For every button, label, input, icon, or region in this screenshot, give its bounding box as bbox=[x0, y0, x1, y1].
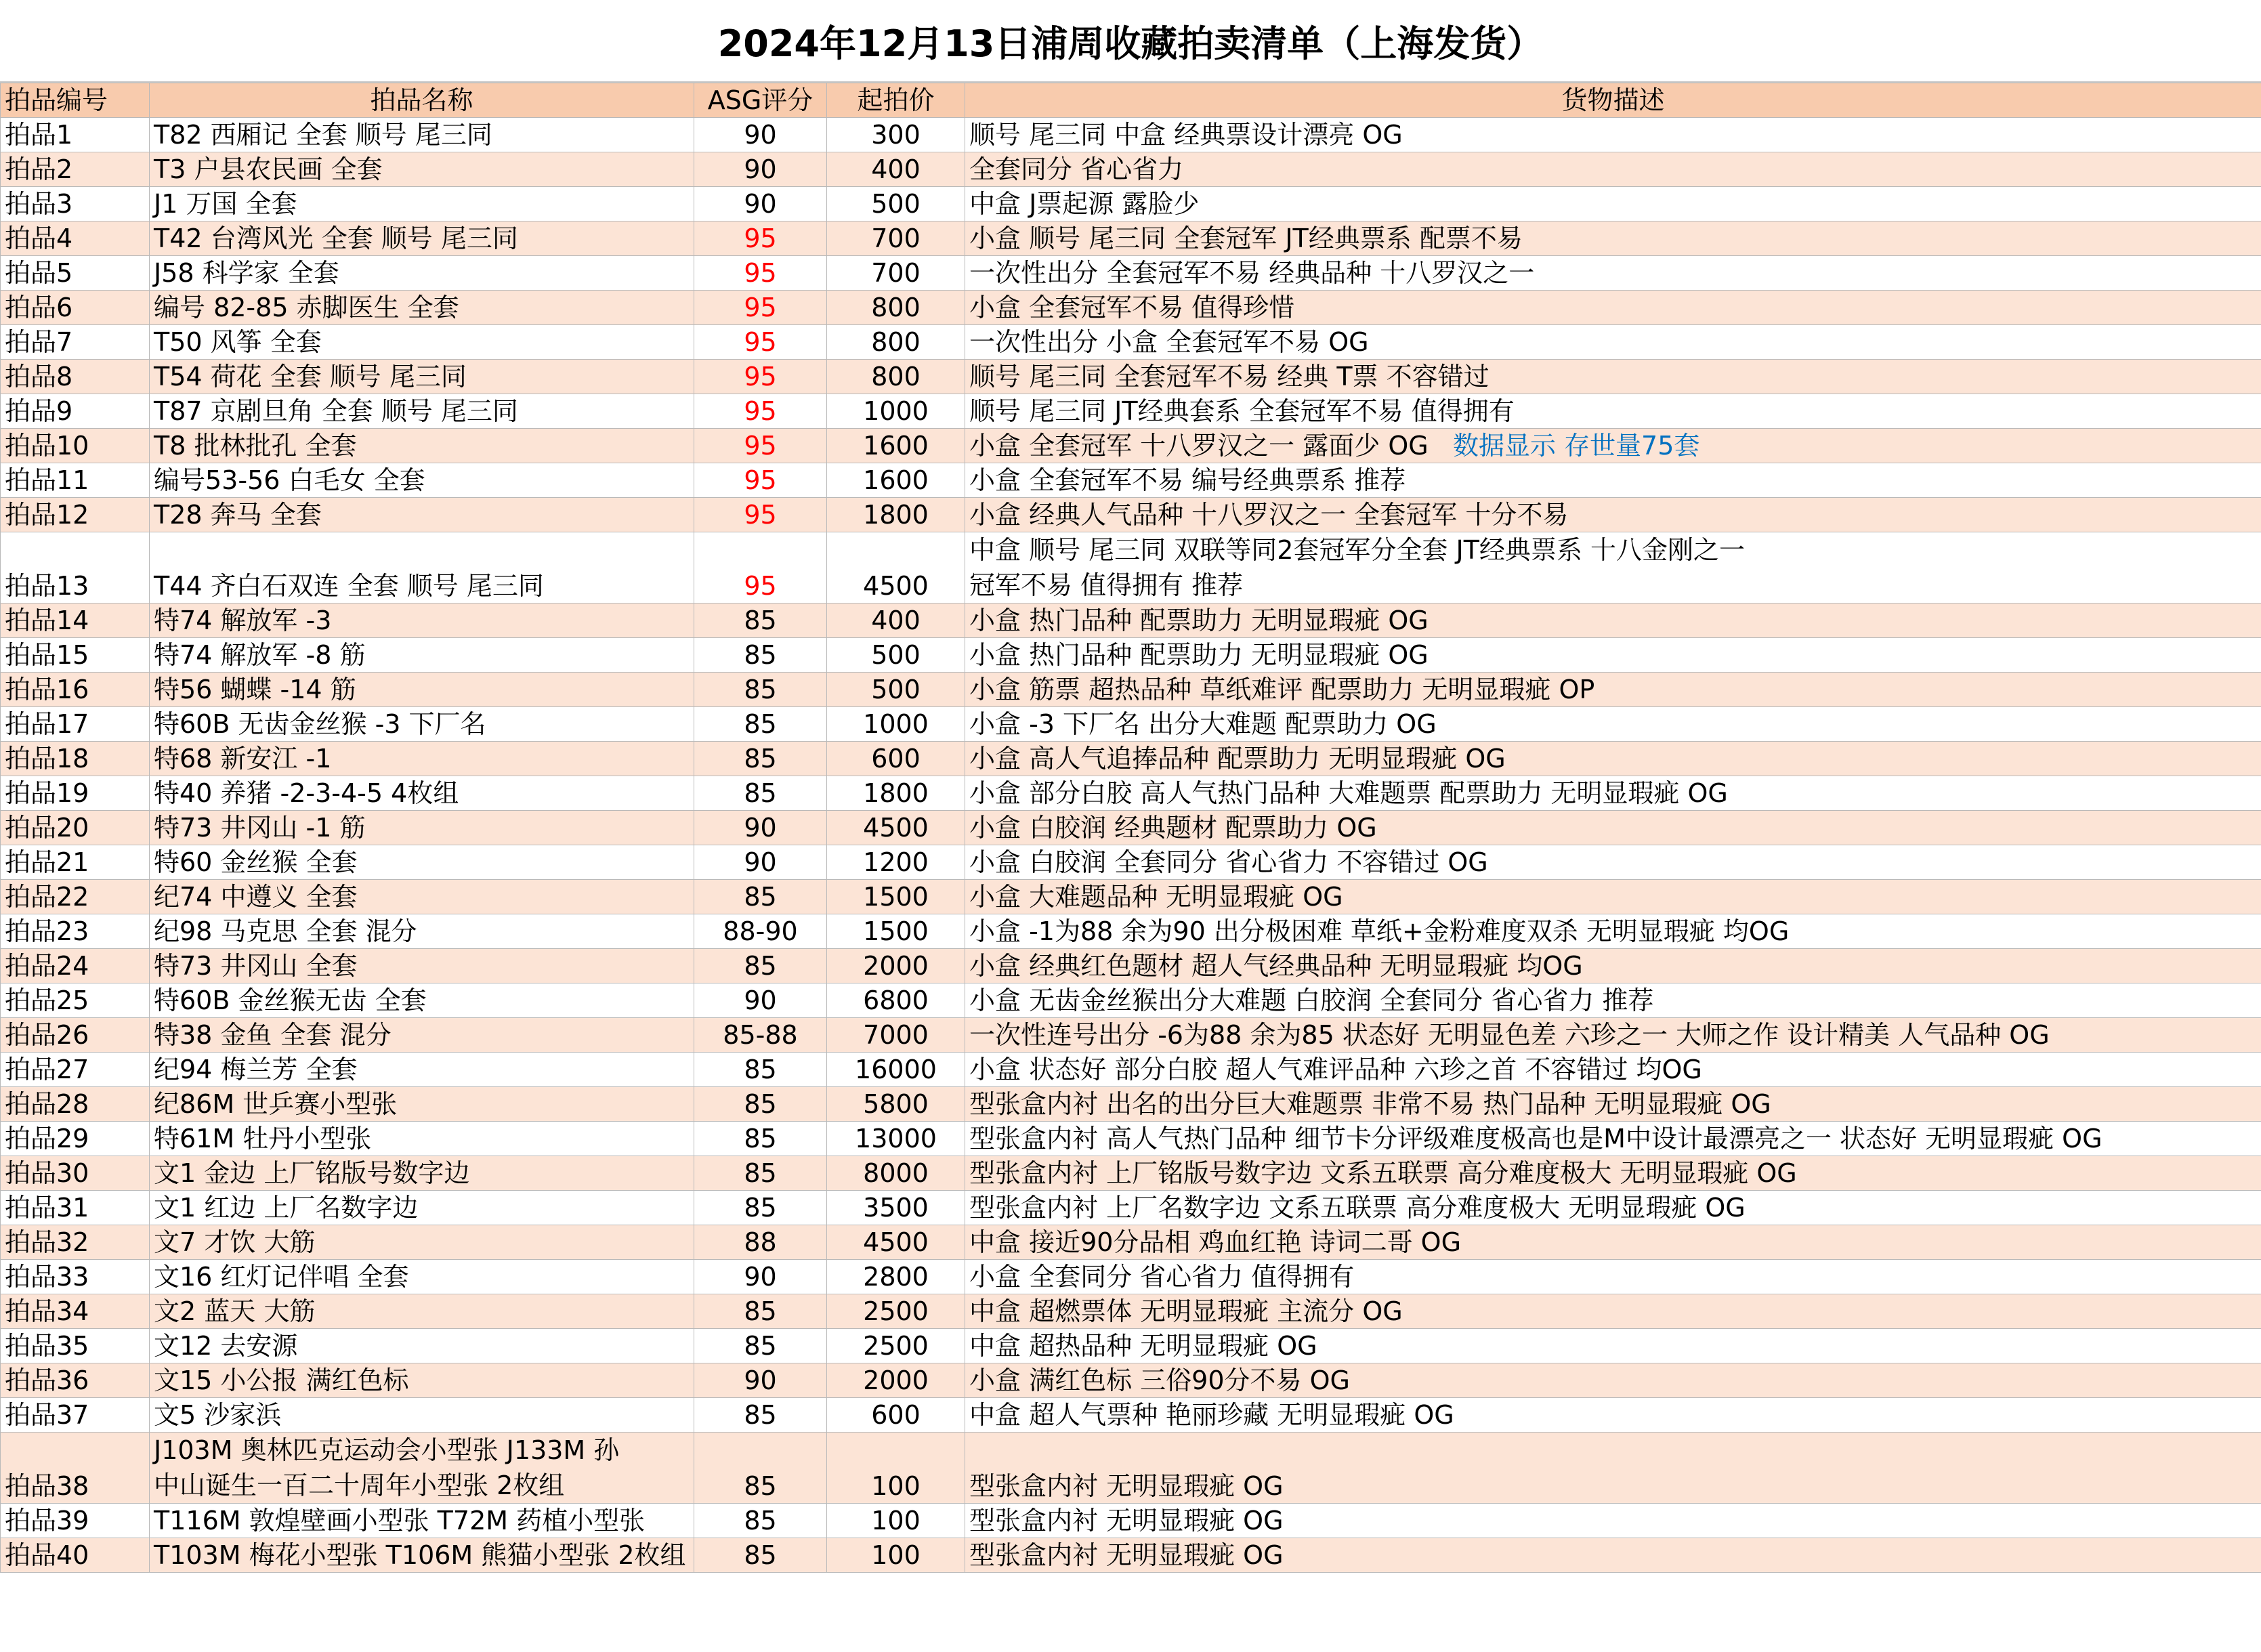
lot-name-cell: 编号 82-85 赤脚医生 全套 bbox=[150, 291, 694, 325]
description-text: 小盒 白胶润 全套同分 省心省力 不容错过 OG bbox=[969, 847, 1488, 877]
start-price-cell: 1600 bbox=[827, 463, 965, 498]
description-text: 小盒 顺号 尾三同 全套冠军 JT经典票系 配票不易 bbox=[969, 224, 1523, 253]
lot-name-cell: 文1 金边 上厂铭版号数字边 bbox=[150, 1156, 694, 1191]
description-cell bbox=[965, 360, 2261, 394]
description-cell bbox=[965, 187, 2261, 221]
start-price-cell: 300 bbox=[827, 118, 965, 152]
asg-score-cell: 95 bbox=[694, 394, 827, 429]
table-row bbox=[1, 1433, 2261, 1504]
description-cell bbox=[965, 498, 2261, 532]
lot-name-cell: 文5 沙家浜 bbox=[150, 1398, 694, 1433]
table-row bbox=[1, 152, 2261, 187]
lot-name-cell: T8 批林批孔 全套 bbox=[150, 429, 694, 463]
table-row bbox=[1, 949, 2261, 983]
start-price-cell: 2000 bbox=[827, 949, 965, 983]
lot-id-cell: 拍品10 bbox=[1, 429, 150, 463]
description-text: 小盒 全套冠军不易 编号经典票系 推荐 bbox=[969, 465, 1406, 495]
description-cell bbox=[965, 1156, 2261, 1191]
lot-name-cell: T82 西厢记 全套 顺号 尾三同 bbox=[150, 118, 694, 152]
asg-score-cell: 85 bbox=[694, 1504, 827, 1538]
description-cell bbox=[965, 118, 2261, 152]
table-row bbox=[1, 118, 2261, 152]
start-price-cell: 600 bbox=[827, 742, 965, 776]
lot-id-cell: 拍品23 bbox=[1, 914, 150, 949]
table-row bbox=[1, 1398, 2261, 1433]
description-cell bbox=[965, 532, 2261, 603]
description-text: 中盒 超燃票体 无明显瑕疵 主流分 OG bbox=[969, 1296, 1403, 1326]
lot-id-cell: 拍品2 bbox=[1, 152, 150, 187]
lot-id-cell: 拍品36 bbox=[1, 1363, 150, 1398]
lot-id-cell: 拍品7 bbox=[1, 325, 150, 360]
lot-id-cell: 拍品32 bbox=[1, 1225, 150, 1260]
table-row bbox=[1, 360, 2261, 394]
table-row bbox=[1, 638, 2261, 673]
description-text: 小盒 状态好 部分白胶 超人气难评品种 六珍之首 不容错过 均OG bbox=[969, 1055, 1702, 1084]
lot-id-cell: 拍品35 bbox=[1, 1329, 150, 1363]
lot-id-cell: 拍品15 bbox=[1, 638, 150, 673]
lot-name-cell: 特60B 金丝猴无齿 全套 bbox=[150, 983, 694, 1018]
lot-id-cell: 拍品19 bbox=[1, 776, 150, 811]
lot-id-cell: 拍品11 bbox=[1, 463, 150, 498]
lot-id-cell: 拍品28 bbox=[1, 1087, 150, 1122]
header-lot-name: 拍品名称 bbox=[150, 83, 694, 118]
description-text: 型张盒内衬 上厂名数字边 文系五联票 高分难度极大 无明显瑕疵 OG bbox=[969, 1193, 1746, 1223]
lot-id-cell: 拍品31 bbox=[1, 1191, 150, 1225]
lot-name-cell: 特40 养猪 -2-3-4-5 4枚组 bbox=[150, 776, 694, 811]
asg-score-cell: 88-90 bbox=[694, 914, 827, 949]
table-row bbox=[1, 1018, 2261, 1053]
lot-name-cell: 文12 去安源 bbox=[150, 1329, 694, 1363]
description-cell bbox=[965, 707, 2261, 742]
asg-score-cell: 85 bbox=[694, 1398, 827, 1433]
lot-id-cell: 拍品37 bbox=[1, 1398, 150, 1433]
start-price-cell: 800 bbox=[827, 291, 965, 325]
table-row bbox=[1, 1087, 2261, 1122]
asg-score-cell: 85 bbox=[694, 1053, 827, 1087]
description-cell bbox=[965, 638, 2261, 673]
lot-name-cell: T54 荷花 全套 顺号 尾三同 bbox=[150, 360, 694, 394]
lot-name-cell: J1 万国 全套 bbox=[150, 187, 694, 221]
lot-id-cell: 拍品27 bbox=[1, 1053, 150, 1087]
start-price-cell: 2800 bbox=[827, 1260, 965, 1294]
description-cell bbox=[965, 1225, 2261, 1260]
description-text: 中盒 接近90分品相 鸡血红艳 诗词二哥 OG bbox=[969, 1227, 1462, 1257]
table-row bbox=[1, 776, 2261, 811]
start-price-cell: 2000 bbox=[827, 1363, 965, 1398]
asg-score-cell: 85 bbox=[694, 707, 827, 742]
description-text: 小盒 -1为88 余为90 出分极困难 草纸+金粉难度双杀 无明显瑕疵 均OG bbox=[969, 916, 1790, 946]
start-price-cell: 500 bbox=[827, 638, 965, 673]
description-text: 小盒 高人气追捧品种 配票助力 无明显瑕疵 OG bbox=[969, 744, 1506, 774]
auction-table bbox=[0, 83, 2261, 1573]
asg-score-cell: 95 bbox=[694, 256, 827, 291]
table-row bbox=[1, 256, 2261, 291]
description-cell bbox=[965, 1087, 2261, 1122]
description-line: 冠军不易 值得拥有 推荐 bbox=[969, 570, 1244, 600]
lot-name-cell: 特60 金丝猴 全套 bbox=[150, 845, 694, 880]
lot-id-cell: 拍品6 bbox=[1, 291, 150, 325]
lot-id-cell: 拍品14 bbox=[1, 603, 150, 638]
start-price-cell: 1500 bbox=[827, 880, 965, 914]
asg-score-cell: 85-88 bbox=[694, 1018, 827, 1053]
lot-id-cell: 拍品38 bbox=[1, 1433, 150, 1504]
description-text: 小盒 热门品种 配票助力 无明显瑕疵 OG bbox=[969, 640, 1429, 670]
lot-id-cell: 拍品24 bbox=[1, 949, 150, 983]
table-row bbox=[1, 914, 2261, 949]
table-row bbox=[1, 221, 2261, 256]
lot-name-cell: 特60B 无齿金丝猴 -3 下厂名 bbox=[150, 707, 694, 742]
lot-name-cell: 文15 小公报 满红色标 bbox=[150, 1363, 694, 1398]
table-row bbox=[1, 1260, 2261, 1294]
description-text: 小盒 大难题品种 无明显瑕疵 OG bbox=[969, 882, 1343, 912]
description-cell bbox=[965, 673, 2261, 707]
start-price-cell: 1800 bbox=[827, 776, 965, 811]
start-price-cell: 4500 bbox=[827, 811, 965, 845]
lot-id-cell: 拍品12 bbox=[1, 498, 150, 532]
asg-score-cell: 95 bbox=[694, 360, 827, 394]
description-cell bbox=[965, 1191, 2261, 1225]
asg-score-cell: 90 bbox=[694, 152, 827, 187]
lot-id-cell: 拍品20 bbox=[1, 811, 150, 845]
lot-name-cell: 特74 解放军 -8 筋 bbox=[150, 638, 694, 673]
table-row bbox=[1, 1294, 2261, 1329]
table-row bbox=[1, 880, 2261, 914]
start-price-cell: 700 bbox=[827, 221, 965, 256]
description-text: 小盒 白胶润 经典题材 配票助力 OG bbox=[969, 813, 1377, 843]
description-text: 顺号 尾三同 中盒 经典票设计漂亮 OG bbox=[969, 120, 1403, 150]
description-cell bbox=[965, 429, 2261, 463]
header-lot-id: 拍品编号 bbox=[1, 83, 150, 118]
table-row bbox=[1, 1122, 2261, 1156]
lot-id-cell: 拍品13 bbox=[1, 532, 150, 603]
lot-id-cell: 拍品40 bbox=[1, 1538, 150, 1573]
start-price-cell: 1200 bbox=[827, 845, 965, 880]
table-row bbox=[1, 325, 2261, 360]
asg-score-cell: 90 bbox=[694, 1363, 827, 1398]
table-row bbox=[1, 673, 2261, 707]
start-price-cell: 800 bbox=[827, 360, 965, 394]
description-text: 中盒 J票起源 露脸少 bbox=[969, 189, 1200, 219]
table-row bbox=[1, 429, 2261, 463]
lot-name-cell: 特73 井冈山 -1 筋 bbox=[150, 811, 694, 845]
description-text: 小盒 热门品种 配票助力 无明显瑕疵 OG bbox=[969, 606, 1429, 635]
asg-score-cell: 85 bbox=[694, 1294, 827, 1329]
description-cell bbox=[965, 811, 2261, 845]
description-cell bbox=[965, 291, 2261, 325]
asg-score-cell: 85 bbox=[694, 1122, 827, 1156]
lot-id-cell: 拍品1 bbox=[1, 118, 150, 152]
description-cell bbox=[965, 152, 2261, 187]
table-row bbox=[1, 1225, 2261, 1260]
asg-score-cell: 90 bbox=[694, 983, 827, 1018]
lot-id-cell: 拍品17 bbox=[1, 707, 150, 742]
asg-score-cell: 85 bbox=[694, 638, 827, 673]
start-price-cell: 8000 bbox=[827, 1156, 965, 1191]
start-price-cell: 1000 bbox=[827, 707, 965, 742]
start-price-cell: 1800 bbox=[827, 498, 965, 532]
lot-name-cell: T116M 敦煌壁画小型张 T72M 药植小型张 bbox=[150, 1504, 694, 1538]
lot-id-cell: 拍品22 bbox=[1, 880, 150, 914]
description-cell bbox=[965, 463, 2261, 498]
description-note: 数据显示 存世量75套 bbox=[1452, 431, 1700, 461]
description-cell bbox=[965, 256, 2261, 291]
description-text: 小盒 全套冠军 十八罗汉之一 露面少 OG bbox=[969, 431, 1429, 461]
asg-score-cell: 88 bbox=[694, 1225, 827, 1260]
table-row bbox=[1, 463, 2261, 498]
lot-name-cell: T42 台湾风光 全套 顺号 尾三同 bbox=[150, 221, 694, 256]
start-price-cell: 600 bbox=[827, 1398, 965, 1433]
page-title: 2024年12月13日浦周收藏拍卖清单（上海发货） bbox=[0, 0, 2261, 83]
start-price-cell: 100 bbox=[827, 1504, 965, 1538]
lot-name-cell: 特73 井冈山 全套 bbox=[150, 949, 694, 983]
table-row bbox=[1, 1363, 2261, 1398]
description-cell bbox=[965, 221, 2261, 256]
table-row bbox=[1, 187, 2261, 221]
lot-name-cell: 文2 蓝天 大筋 bbox=[150, 1294, 694, 1329]
lot-name-cell: T3 户县农民画 全套 bbox=[150, 152, 694, 187]
lot-name-cell: 文1 红边 上厂名数字边 bbox=[150, 1191, 694, 1225]
description-text: 型张盒内衬 出名的出分巨大难题票 非常不易 热门品种 无明显瑕疵 OG bbox=[969, 1089, 1771, 1119]
asg-score-cell: 95 bbox=[694, 221, 827, 256]
description-cell bbox=[965, 1260, 2261, 1294]
description-cell bbox=[965, 845, 2261, 880]
table-row bbox=[1, 1053, 2261, 1087]
table-body bbox=[1, 118, 2261, 1573]
description-cell bbox=[965, 603, 2261, 638]
asg-score-cell: 85 bbox=[694, 1538, 827, 1573]
description-cell bbox=[965, 1294, 2261, 1329]
asg-score-cell: 85 bbox=[694, 673, 827, 707]
description-text: 中盒 超热品种 无明显瑕疵 OG bbox=[969, 1331, 1317, 1361]
table-row bbox=[1, 845, 2261, 880]
description-cell bbox=[965, 776, 2261, 811]
description-text: 小盒 经典红色题材 超人气经典品种 无明显瑕疵 均OG bbox=[969, 951, 1583, 981]
lot-id-cell: 拍品25 bbox=[1, 983, 150, 1018]
lot-name-cell: 纪98 马克思 全套 混分 bbox=[150, 914, 694, 949]
table-row bbox=[1, 291, 2261, 325]
start-price-cell: 1000 bbox=[827, 394, 965, 429]
asg-score-cell: 90 bbox=[694, 118, 827, 152]
lot-name-cell: 文7 才饮 大筋 bbox=[150, 1225, 694, 1260]
lot-id-cell: 拍品39 bbox=[1, 1504, 150, 1538]
description-text: 型张盒内衬 上厂铭版号数字边 文系五联票 高分难度极大 无明显瑕疵 OG bbox=[969, 1158, 1797, 1188]
description-cell bbox=[965, 394, 2261, 429]
start-price-cell: 4500 bbox=[827, 532, 965, 603]
start-price-cell: 500 bbox=[827, 187, 965, 221]
description-cell bbox=[965, 1433, 2261, 1504]
description-line: 中盒 顺号 尾三同 双联等同2套冠军分全套 JT经典票系 十八金刚之一 bbox=[969, 535, 1745, 565]
description-text: 一次性出分 全套冠军不易 经典品种 十八罗汉之一 bbox=[969, 258, 1535, 288]
description-text: 小盒 无齿金丝猴出分大难题 白胶润 全套同分 省心省力 推荐 bbox=[969, 986, 1654, 1015]
asg-score-cell: 85 bbox=[694, 1329, 827, 1363]
description-text: 小盒 全套冠军不易 值得珍惜 bbox=[969, 293, 1295, 322]
description-text: 一次性出分 小盒 全套冠军不易 OG bbox=[969, 327, 1369, 357]
lot-id-cell: 拍品30 bbox=[1, 1156, 150, 1191]
lot-name-cell: 特74 解放军 -3 bbox=[150, 603, 694, 638]
description-cell bbox=[965, 949, 2261, 983]
start-price-cell: 16000 bbox=[827, 1053, 965, 1087]
lot-id-cell: 拍品5 bbox=[1, 256, 150, 291]
lot-name-cell: J58 科学家 全套 bbox=[150, 256, 694, 291]
lot-id-cell: 拍品26 bbox=[1, 1018, 150, 1053]
table-row bbox=[1, 498, 2261, 532]
description-cell bbox=[965, 1122, 2261, 1156]
description-text: 小盒 经典人气品种 十八罗汉之一 全套冠军 十分不易 bbox=[969, 500, 1569, 530]
start-price-cell: 700 bbox=[827, 256, 965, 291]
start-price-cell: 1500 bbox=[827, 914, 965, 949]
start-price-cell: 4500 bbox=[827, 1225, 965, 1260]
start-price-cell: 5800 bbox=[827, 1087, 965, 1122]
table-row bbox=[1, 983, 2261, 1018]
asg-score-cell: 85 bbox=[694, 1087, 827, 1122]
lot-id-cell: 拍品21 bbox=[1, 845, 150, 880]
start-price-cell: 1600 bbox=[827, 429, 965, 463]
lot-id-cell: 拍品8 bbox=[1, 360, 150, 394]
asg-score-cell: 90 bbox=[694, 811, 827, 845]
description-text: 型张盒内衬 无明显瑕疵 OG bbox=[969, 1540, 1284, 1570]
lot-name-line: J103M 奥林匹克运动会小型张 J133M 孙 bbox=[154, 1435, 620, 1465]
description-text: 小盒 部分白胶 高人气热门品种 大难题票 配票助力 无明显瑕疵 OG bbox=[969, 778, 1728, 808]
asg-score-cell: 85 bbox=[694, 603, 827, 638]
description-cell bbox=[965, 742, 2261, 776]
asg-score-cell: 95 bbox=[694, 532, 827, 603]
table-row bbox=[1, 394, 2261, 429]
lot-name-cell: 纪86M 世乒赛小型张 bbox=[150, 1087, 694, 1122]
description-text: 型张盒内衬 无明显瑕疵 OG bbox=[969, 1506, 1284, 1535]
lot-name-line: 中山诞生一百二十周年小型张 2枚组 bbox=[154, 1470, 565, 1500]
lot-name-cell: T28 奔马 全套 bbox=[150, 498, 694, 532]
table-row bbox=[1, 532, 2261, 603]
asg-score-cell: 85 bbox=[694, 949, 827, 983]
table-row bbox=[1, 1504, 2261, 1538]
asg-score-cell: 85 bbox=[694, 1156, 827, 1191]
start-price-cell: 400 bbox=[827, 152, 965, 187]
description-text: 小盒 -3 下厂名 出分大难题 配票助力 OG bbox=[969, 709, 1437, 739]
lot-name-cell: T44 齐白石双连 全套 顺号 尾三同 bbox=[150, 532, 694, 603]
description-cell bbox=[965, 1018, 2261, 1053]
table-row bbox=[1, 603, 2261, 638]
description-text: 一次性连号出分 -6为88 余为85 状态好 无明显色差 六珍之一 大师之作 设计精美 人气品种 OG bbox=[969, 1020, 2050, 1050]
table-row bbox=[1, 1156, 2261, 1191]
lot-id-cell: 拍品33 bbox=[1, 1260, 150, 1294]
asg-score-cell: 95 bbox=[694, 325, 827, 360]
lot-name-cell: 纪94 梅兰芳 全套 bbox=[150, 1053, 694, 1087]
description-text: 小盒 筋票 超热品种 草纸难评 配票助力 无明显瑕疵 OP bbox=[969, 675, 1595, 704]
lot-name-cell: 编号53-56 白毛女 全套 bbox=[150, 463, 694, 498]
description-cell bbox=[965, 1053, 2261, 1087]
asg-score-cell: 85 bbox=[694, 880, 827, 914]
description-text: 型张盒内衬 无明显瑕疵 OG bbox=[969, 1471, 1284, 1501]
description-text: 顺号 尾三同 JT经典套系 全套冠军不易 值得拥有 bbox=[969, 396, 1515, 426]
lot-id-cell: 拍品4 bbox=[1, 221, 150, 256]
start-price-cell: 500 bbox=[827, 673, 965, 707]
start-price-cell: 400 bbox=[827, 603, 965, 638]
lot-name-cell: 特61M 牡丹小型张 bbox=[150, 1122, 694, 1156]
description-cell bbox=[965, 914, 2261, 949]
lot-name-cell bbox=[150, 1433, 694, 1504]
table-row bbox=[1, 1538, 2261, 1573]
description-text: 小盒 满红色标 三俗90分不易 OG bbox=[969, 1365, 1350, 1395]
description-cell bbox=[965, 325, 2261, 360]
description-cell bbox=[965, 983, 2261, 1018]
start-price-cell: 7000 bbox=[827, 1018, 965, 1053]
table-row bbox=[1, 742, 2261, 776]
table-row bbox=[1, 1191, 2261, 1225]
asg-score-cell: 85 bbox=[694, 1433, 827, 1504]
lot-id-cell: 拍品29 bbox=[1, 1122, 150, 1156]
description-text: 顺号 尾三同 全套冠军不易 经典 T票 不容错过 bbox=[969, 362, 1489, 391]
asg-score-cell: 90 bbox=[694, 845, 827, 880]
lot-id-cell: 拍品34 bbox=[1, 1294, 150, 1329]
description-text: 型张盒内衬 高人气热门品种 细节卡分评级难度极高也是M中设计最漂亮之一 状态好 无明显瑕疵 OG bbox=[969, 1124, 2102, 1153]
start-price-cell: 13000 bbox=[827, 1122, 965, 1156]
lot-name-cell: 纪74 中遵义 全套 bbox=[150, 880, 694, 914]
lot-name-cell: 特38 金鱼 全套 混分 bbox=[150, 1018, 694, 1053]
asg-score-cell: 85 bbox=[694, 742, 827, 776]
lot-name-cell: T103M 梅花小型张 T106M 熊猫小型张 2枚组 bbox=[150, 1538, 694, 1573]
asg-score-cell: 95 bbox=[694, 291, 827, 325]
description-cell bbox=[965, 880, 2261, 914]
table-row bbox=[1, 811, 2261, 845]
lot-id-cell: 拍品9 bbox=[1, 394, 150, 429]
description-cell bbox=[965, 1504, 2261, 1538]
asg-score-cell: 85 bbox=[694, 1191, 827, 1225]
start-price-cell: 100 bbox=[827, 1538, 965, 1573]
description-cell bbox=[965, 1329, 2261, 1363]
asg-score-cell: 85 bbox=[694, 776, 827, 811]
start-price-cell: 3500 bbox=[827, 1191, 965, 1225]
description-cell bbox=[965, 1538, 2261, 1573]
start-price-cell: 2500 bbox=[827, 1294, 965, 1329]
description-text: 中盒 超人气票种 艳丽珍藏 无明显瑕疵 OG bbox=[969, 1400, 1454, 1430]
start-price-cell: 6800 bbox=[827, 983, 965, 1018]
start-price-cell: 800 bbox=[827, 325, 965, 360]
asg-score-cell: 95 bbox=[694, 498, 827, 532]
lot-name-cell: 特56 蝴蝶 -14 筋 bbox=[150, 673, 694, 707]
lot-id-cell: 拍品16 bbox=[1, 673, 150, 707]
description-cell bbox=[965, 1398, 2261, 1433]
lot-id-cell: 拍品3 bbox=[1, 187, 150, 221]
header-asg-score: ASG评分 bbox=[694, 83, 827, 118]
asg-score-cell: 95 bbox=[694, 429, 827, 463]
start-price-cell: 100 bbox=[827, 1433, 965, 1504]
header-start-price: 起拍价 bbox=[827, 83, 965, 118]
asg-score-cell: 95 bbox=[694, 463, 827, 498]
lot-name-cell: 特68 新安江 -1 bbox=[150, 742, 694, 776]
asg-score-cell: 90 bbox=[694, 187, 827, 221]
header-row bbox=[1, 83, 2261, 118]
lot-id-cell: 拍品18 bbox=[1, 742, 150, 776]
description-text: 小盒 全套同分 省心省力 值得拥有 bbox=[969, 1262, 1355, 1292]
lot-name-cell: 文16 红灯记伴唱 全套 bbox=[150, 1260, 694, 1294]
lot-name-cell: T87 京剧旦角 全套 顺号 尾三同 bbox=[150, 394, 694, 429]
lot-name-cell: T50 风筝 全套 bbox=[150, 325, 694, 360]
description-cell bbox=[965, 1363, 2261, 1398]
description-text: 全套同分 省心省力 bbox=[969, 154, 1184, 184]
table-row bbox=[1, 707, 2261, 742]
table-row bbox=[1, 1329, 2261, 1363]
header-description: 货物描述 bbox=[965, 83, 2261, 118]
asg-score-cell: 90 bbox=[694, 1260, 827, 1294]
start-price-cell: 2500 bbox=[827, 1329, 965, 1363]
